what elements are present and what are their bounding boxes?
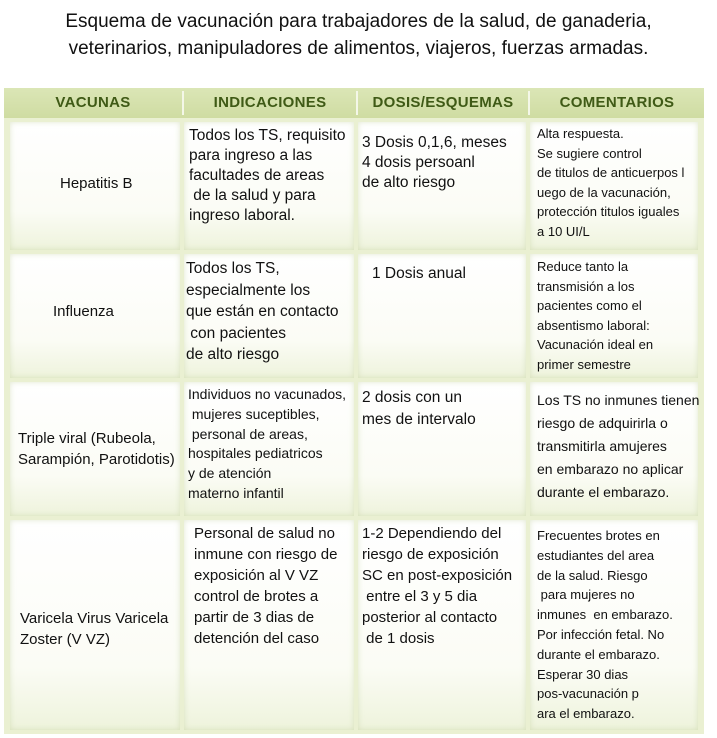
comentarios-text: Alta respuesta. Se sugiere control de titulos de anticuerpos l uego de la vacunación, protección titulos iguales a 10 UI/L	[537, 126, 685, 239]
indicaciones-cell	[184, 382, 354, 516]
page-title	[0, 8, 717, 62]
vacuna-cell	[10, 254, 180, 378]
vacuna-name: Varicela Virus Varicela Zoster (V VZ)	[20, 610, 169, 648]
table-row	[4, 520, 704, 730]
dosis-text: 1 Dosis anual	[372, 265, 466, 282]
vaccination-table	[4, 88, 704, 734]
indicaciones-text: Todos los TS, requisito para ingreso a las facultades de areas de la salud y para ingreso laboral.	[189, 127, 346, 224]
table-row	[4, 254, 704, 378]
title-line-2: veterinarios, manipuladores de alimentos, viajeros, fuerzas armadas.	[68, 38, 649, 59]
dosis-cell	[358, 122, 526, 250]
vacuna-cell	[10, 122, 180, 250]
indicaciones-text: Todos los TS, especialmente los que están en contacto con pacientes de alto riesgo	[186, 260, 339, 363]
vacuna-name: Influenza	[53, 303, 114, 320]
dosis-text: 1-2 Dependiendo del riesgo de exposición SC en post-exposición entre el 3 y 5 dia posterior al contacto de 1 dosis	[362, 525, 513, 647]
header-vacunas: VACUNAS	[55, 94, 131, 111]
dosis-cell	[358, 254, 526, 378]
indicaciones-cell	[184, 122, 354, 250]
comentarios-text: Reduce tanto la transmisión a los pacientes como el absentismo laboral: Vacunación ideal en primer semestre	[537, 259, 654, 372]
vacuna-cell	[10, 382, 180, 516]
header-indicaciones: INDICACIONES	[213, 94, 327, 111]
vacuna-cell	[10, 520, 180, 730]
comentarios-cell	[530, 122, 698, 250]
comentarios-text: Los TS no inmunes tienen riesgo de adquirirla o transmitirla amujeres en embarazo no aplicar durante el embarazo.	[537, 392, 700, 500]
indicaciones-cell	[184, 520, 354, 730]
comentarios-cell	[530, 520, 698, 730]
table-row	[4, 382, 704, 516]
header-comentarios: COMENTARIOS	[559, 94, 675, 111]
comentarios-text: Frecuentes brotes en estudiantes del area de la salud. Riesgo para mujeres no inmunes en embarazo. Por infección fetal. No durante el embarazo. Esperar 30 dias pos-vacunación p ara el embarazo.	[537, 528, 673, 722]
comentarios-cell	[530, 254, 698, 378]
header-dosis: DOSIS/ESQUEMAS	[372, 94, 514, 111]
table-header	[4, 88, 704, 118]
title-line-1: Esquema de vacunación para trabajadores de la salud, de ganaderia,	[65, 11, 652, 32]
table-row	[4, 122, 704, 250]
dosis-text: 2 dosis con un mes de intervalo	[362, 389, 476, 428]
vacuna-name: Triple viral (Rubeola, Sarampión, Parotidotis)	[18, 430, 175, 468]
comentarios-cell	[530, 382, 698, 516]
indicaciones-text: Personal de salud no inmune con riesgo de exposición al V VZ control de brotes a partir de 3 dias de detención del caso	[194, 525, 338, 647]
vacuna-name: Hepatitis B	[60, 175, 133, 192]
dosis-text: 3 Dosis 0,1,6, meses 4 dosis persoanl de alto riesgo	[362, 134, 507, 191]
indicaciones-cell	[184, 254, 354, 378]
dosis-cell	[358, 520, 526, 730]
dosis-cell	[358, 382, 526, 516]
indicaciones-text: Individuos no vacunados, mujeres suceptibles, personal de areas, hospitales pediatricos y de atención materno infantil	[188, 386, 346, 501]
